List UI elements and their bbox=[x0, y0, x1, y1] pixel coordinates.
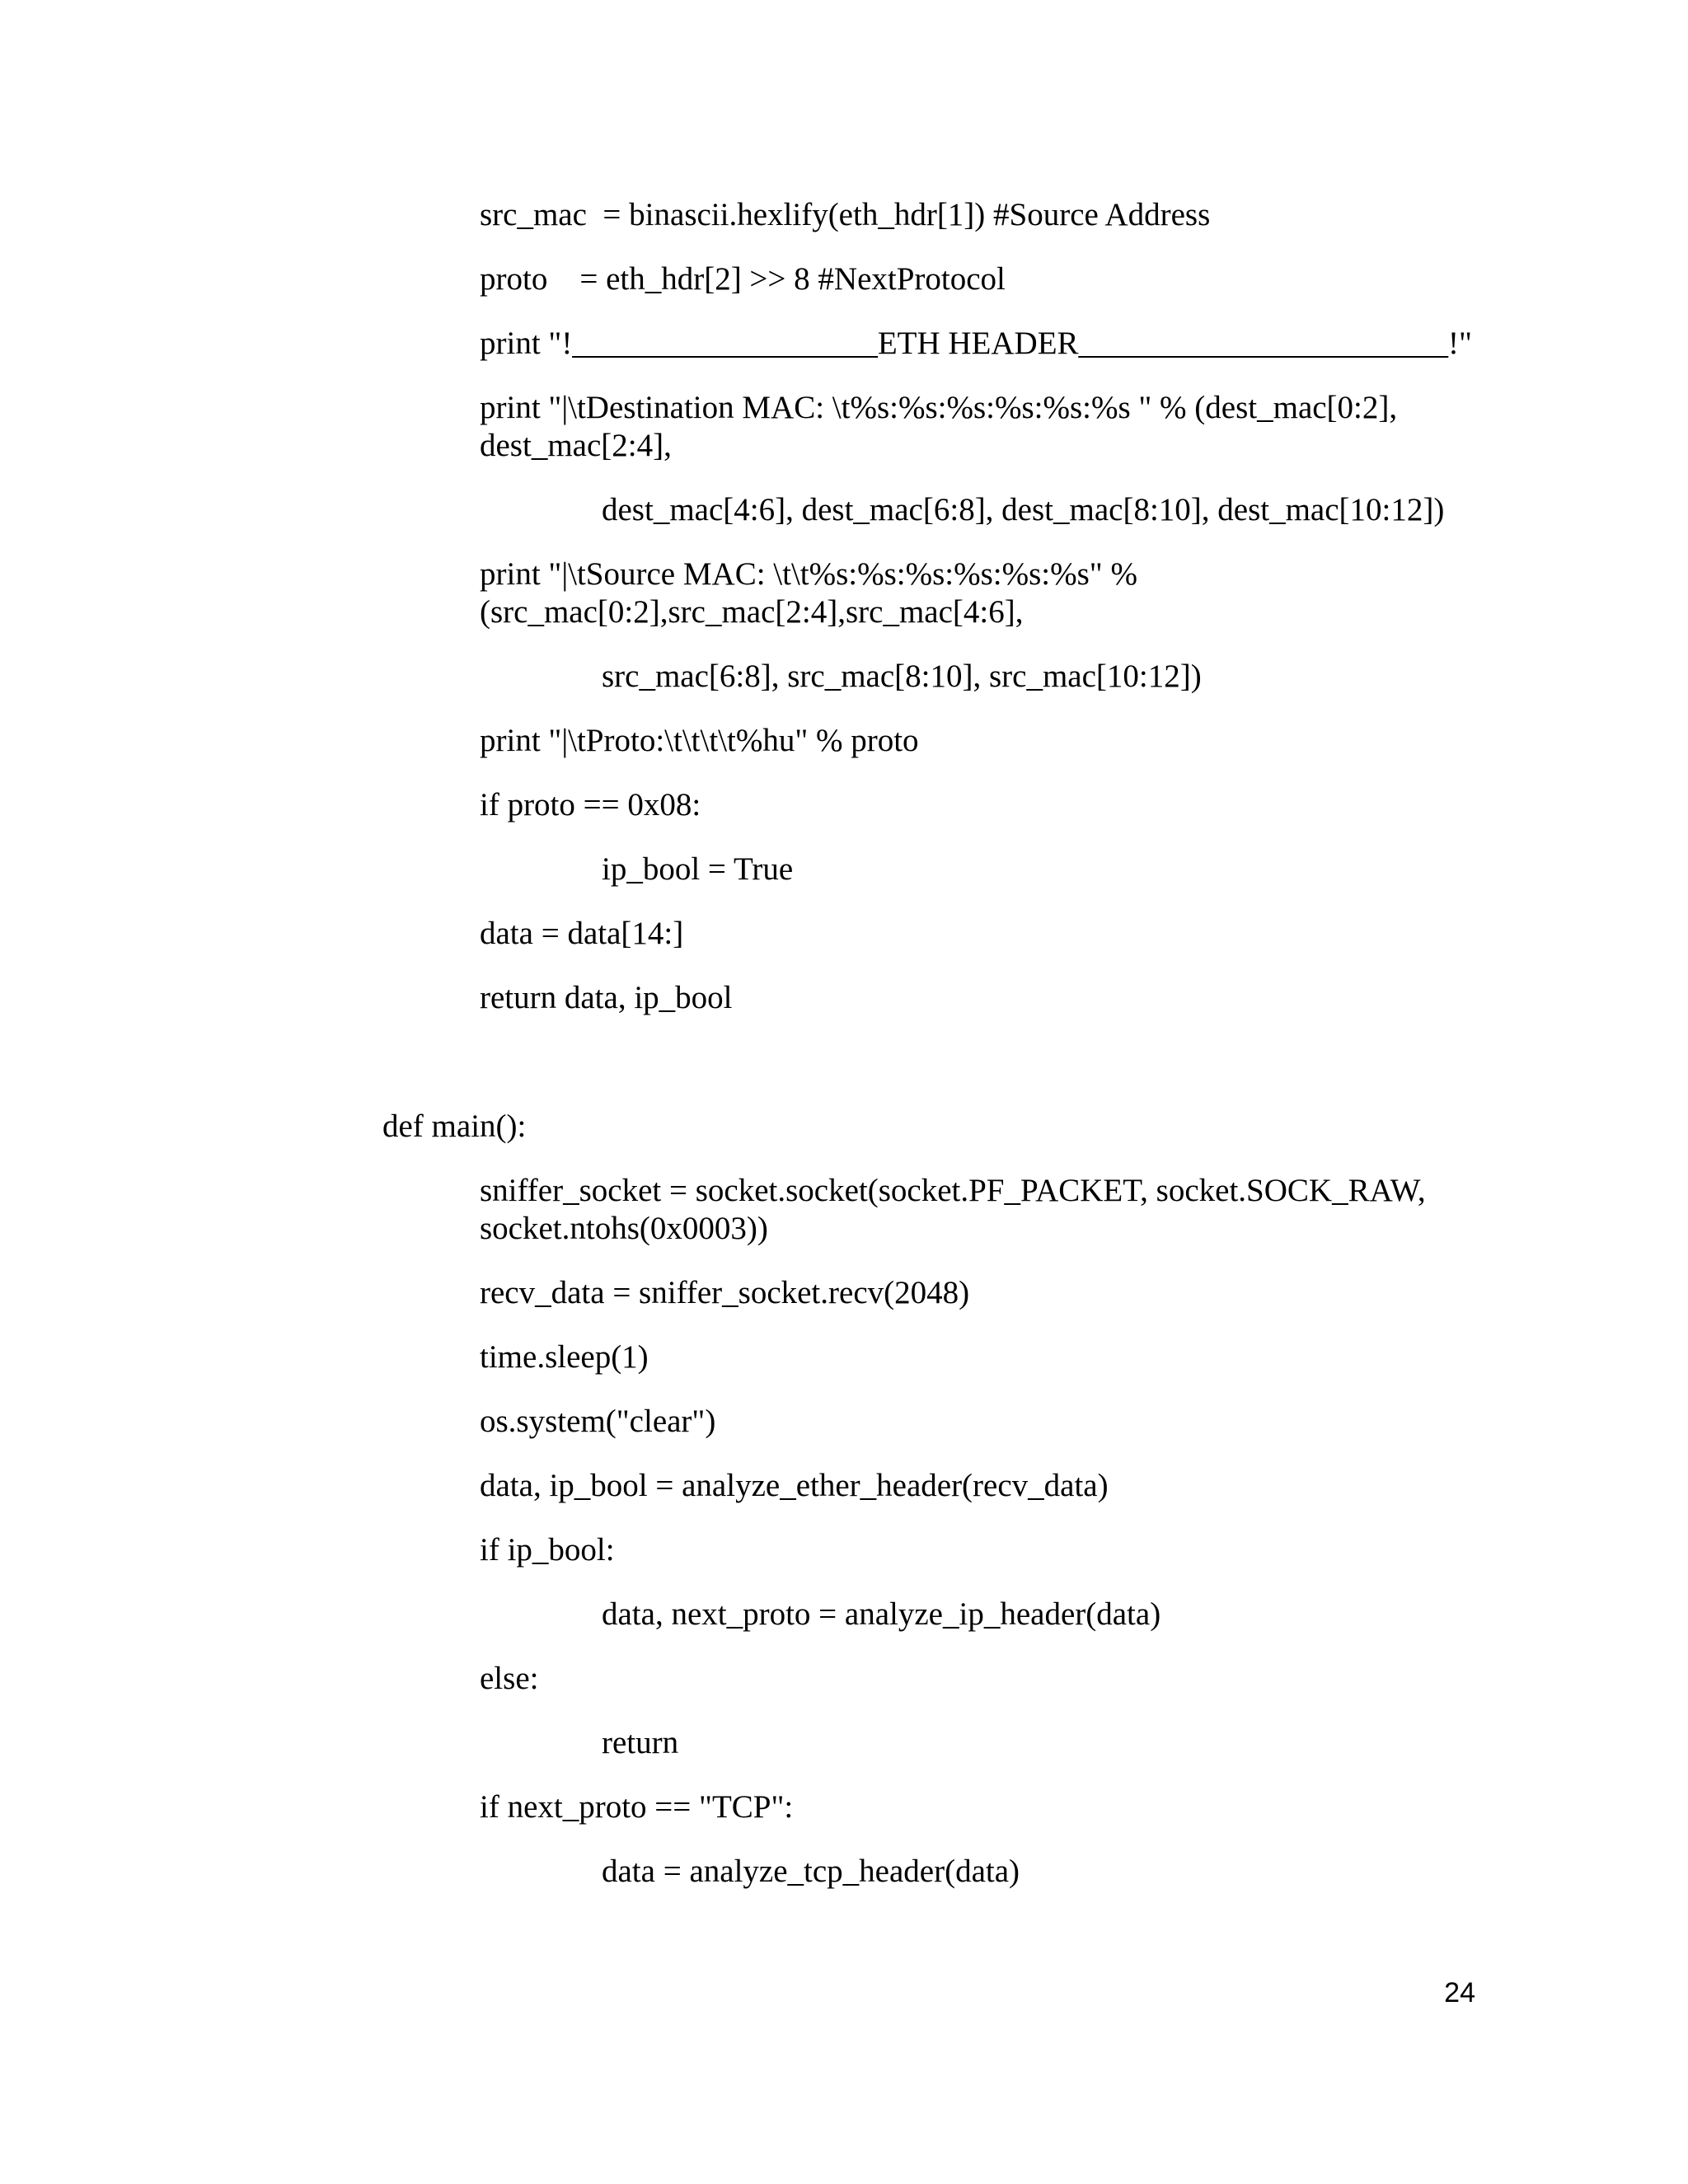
code-line-proto: proto = eth_hdr[2] >> 8 #NextProtocol bbox=[480, 261, 1006, 297]
code-line-sniffer-socket: sniffer_socket = socket.socket(socket.PF_PACKET, socket.SOCK_RAW, socket.ntohs(0x0003)) bbox=[480, 1173, 1426, 1246]
code-line-dest-mac-cont: dest_mac[4:6], dest_mac[6:8], dest_mac[8:10], dest_mac[10:12]) bbox=[602, 492, 1445, 527]
code-line-return-data: return data, ip_bool bbox=[480, 980, 733, 1015]
code-line-if-ip-bool: if ip_bool: bbox=[480, 1532, 615, 1568]
code-line-src-mac: src_mac = binascii.hexlify(eth_hdr[1]) #Source Address bbox=[480, 197, 1211, 232]
code-line-analyze-ip: data, next_proto = analyze_ip_header(data) bbox=[602, 1596, 1161, 1632]
code-line-return: return bbox=[602, 1725, 679, 1760]
code-line-os-system: os.system("clear") bbox=[480, 1404, 716, 1439]
code-line-print-proto: print "|\tProto:\t\t\t\t%hu" % proto bbox=[480, 723, 919, 758]
code-line-data-slice: data = data[14:] bbox=[480, 916, 684, 951]
code-line-analyze-tcp: data = analyze_tcp_header(data) bbox=[602, 1854, 1020, 1889]
code-line-ip-bool-true: ip_bool = True bbox=[602, 851, 794, 887]
code-line-print-dest-mac: print "|\tDestination MAC: \t%s:%s:%s:%s:%s:%s " % (dest_mac[0:2], dest_mac[2:4], bbox=[480, 390, 1398, 463]
page-number: 24 bbox=[1444, 1977, 1475, 2008]
code-line-src-mac-cont: src_mac[6:8], src_mac[8:10], src_mac[10:12]) bbox=[602, 658, 1202, 694]
code-line-else: else: bbox=[480, 1661, 539, 1696]
code-line-def-main: def main(): bbox=[382, 1108, 527, 1144]
code-line-if-next-proto: if next_proto == "TCP": bbox=[480, 1789, 794, 1825]
code-line-recv-data: recv_data = sniffer_socket.recv(2048) bbox=[480, 1275, 970, 1310]
code-line-print-src-mac: print "|\tSource MAC: \t\t%s:%s:%s:%s:%s:%s" % (src_mac[0:2],src_mac[2:4],src_mac[4:6], bbox=[480, 556, 1137, 630]
code-line-if-proto: if proto == 0x08: bbox=[480, 787, 701, 823]
code-line-analyze-ether: data, ip_bool = analyze_ether_header(recv_data) bbox=[480, 1468, 1109, 1503]
code-line-time-sleep: time.sleep(1) bbox=[480, 1339, 649, 1375]
code-line-print-eth-header: print "!___________________ETH HEADER_______________________!" bbox=[480, 326, 1472, 361]
